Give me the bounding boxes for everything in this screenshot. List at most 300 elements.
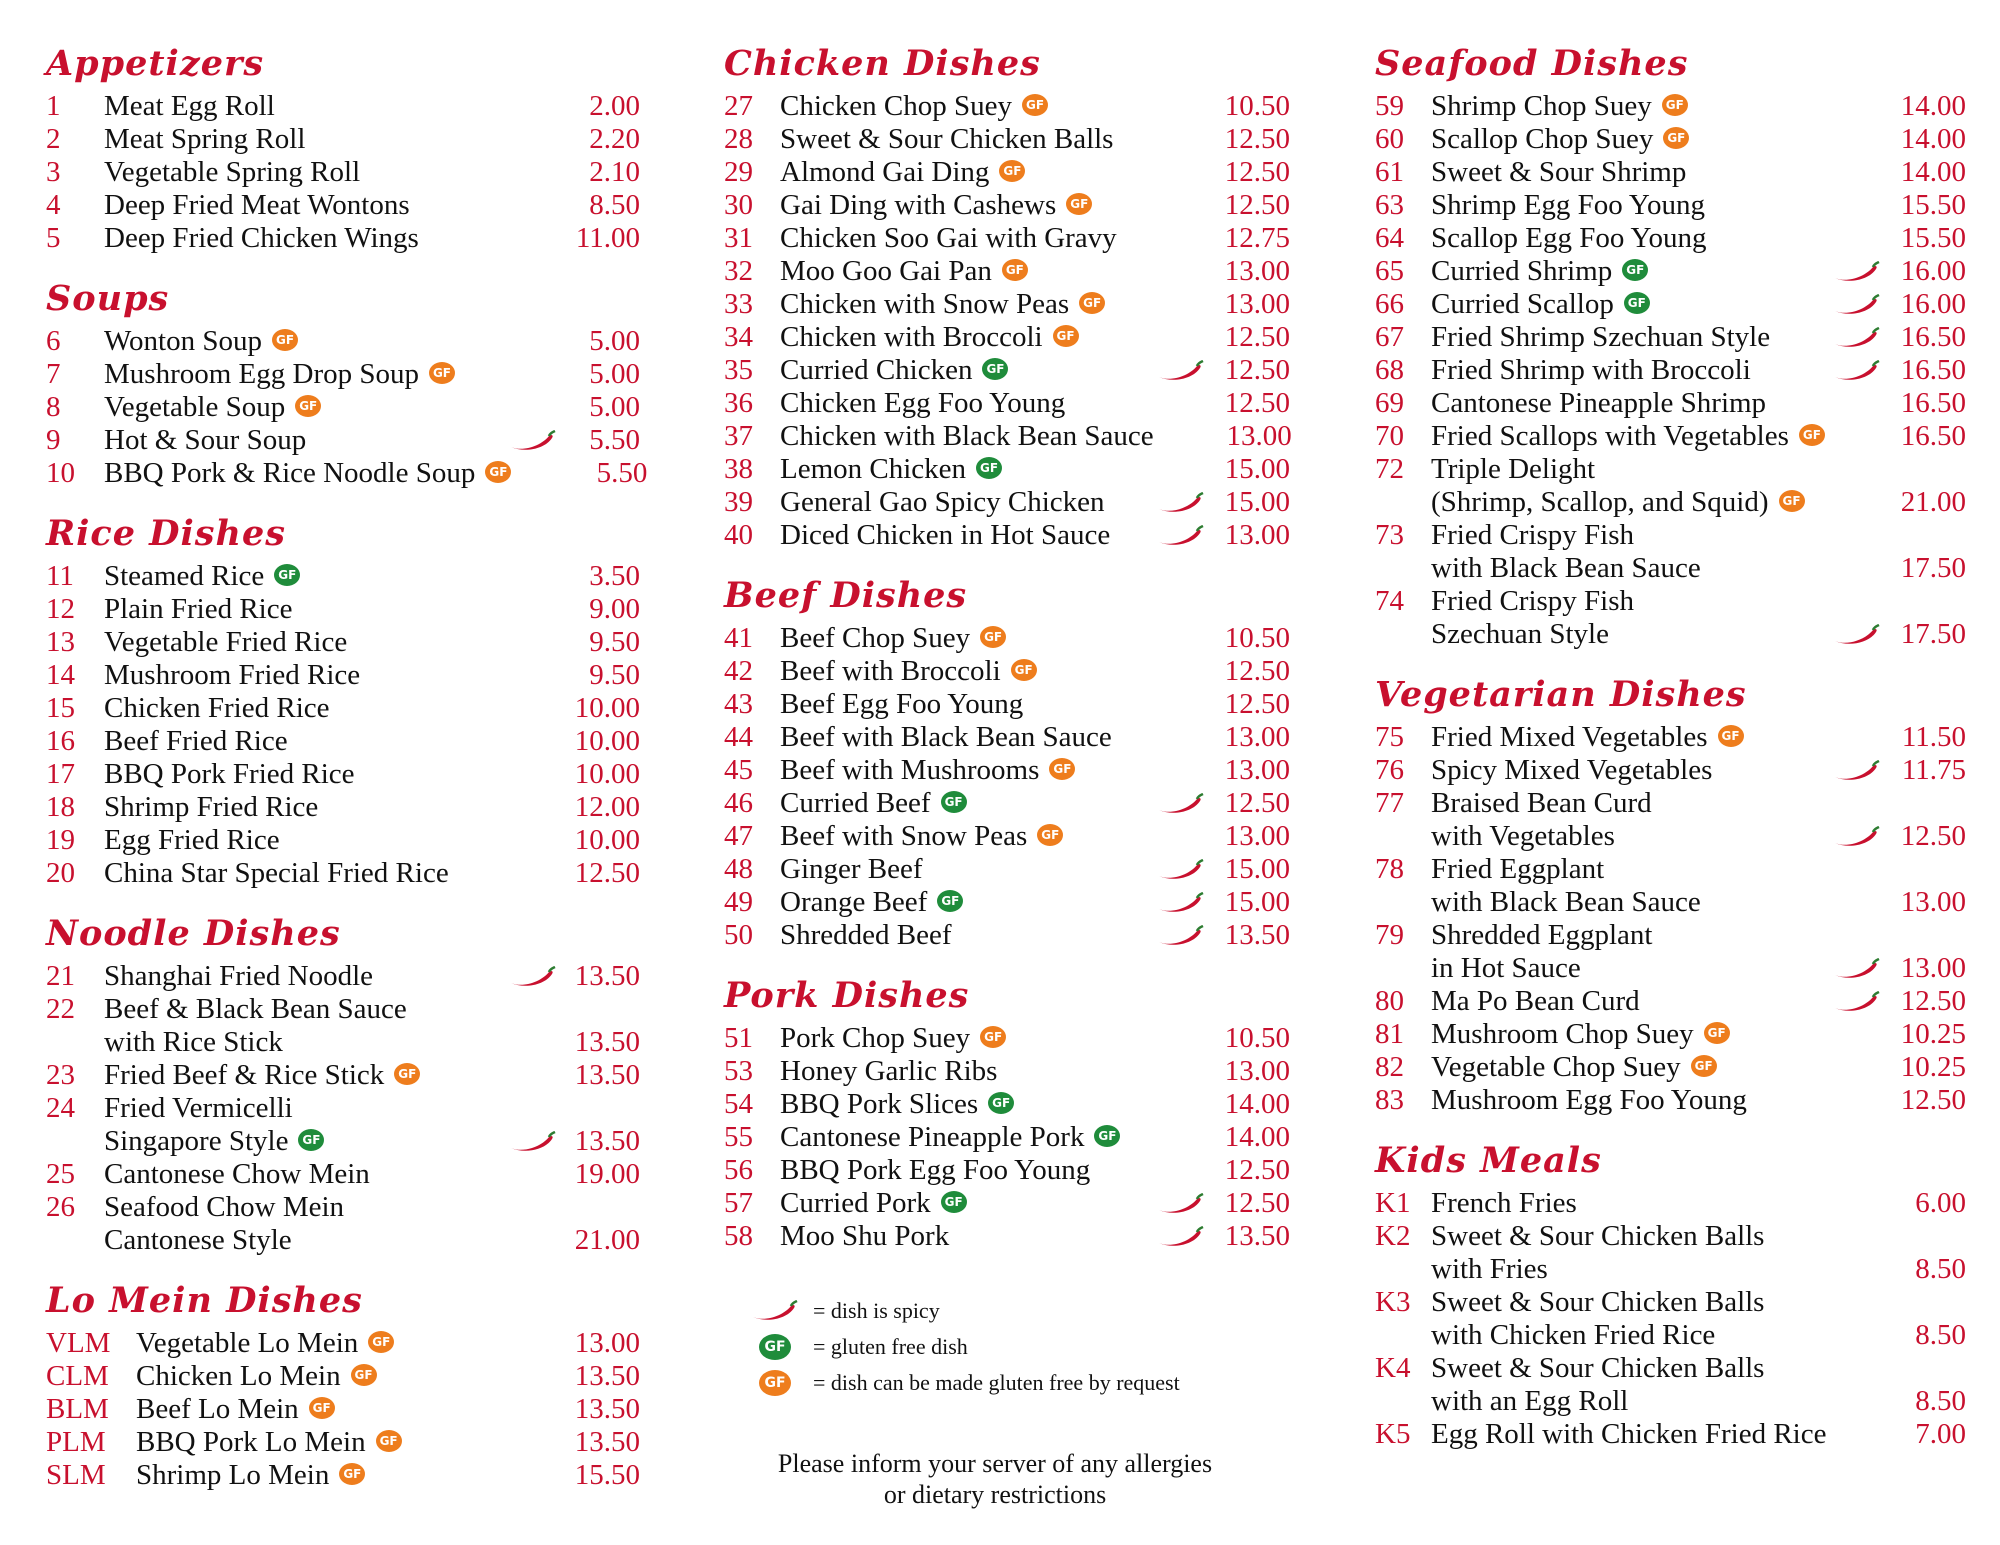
item-name-text: Chicken Fried Rice [104,692,330,724]
item-number: PLM [46,1426,106,1458]
item-price-group [1828,985,1966,1018]
section-seafood-dishes [1375,40,1966,651]
chili-slot-empty [504,824,562,857]
item-price-group [504,1459,640,1492]
chili-slot-empty [1828,123,1886,156]
section-chicken-dishes [724,40,1290,552]
menu-item [46,123,640,156]
item-name-line [780,721,1152,754]
chili-slot-empty [1152,90,1210,123]
item-name-line [1431,585,1828,618]
item-price-group [1828,123,1966,156]
item-price-group [504,156,640,189]
item-number: 78 [1375,853,1404,885]
chili-slot-empty [1828,90,1886,123]
item-name [1431,519,1828,585]
section-title: Vegetarian Dishes [1375,674,1747,715]
menu-item [724,1055,1290,1088]
item-number: K5 [1375,1418,1411,1450]
item-name-line [780,919,1152,952]
gluten-free-request-badge-icon: GF [759,1370,791,1396]
item-name-line [780,288,1152,321]
item-price-group [1152,853,1290,886]
item-name-line [1431,787,1828,820]
gluten-free-badge-icon: GF [941,1191,967,1213]
item-price: 15.00 [1224,853,1290,885]
item-name [780,1187,1152,1220]
menu-item [1375,189,1966,222]
item-price: 2.10 [589,156,640,188]
item-number: 79 [1375,919,1404,951]
item-price-group [1152,156,1290,189]
item-name [1431,189,1828,222]
chili-pepper-icon [504,960,562,993]
item-price-group [504,189,640,222]
item-name-text: Beef with Black Bean Sauce [780,721,1112,753]
menu-item [1375,321,1966,354]
item-price: 8.50 [1915,1253,1966,1285]
item-price-group [1152,288,1290,321]
item-price: 21.00 [1900,486,1966,518]
item-name [1431,853,1828,919]
item-name [104,189,504,222]
item-name-line [104,993,504,1026]
menu-item [724,886,1290,919]
chili-slot-empty [504,857,562,890]
item-name-line [780,1088,1152,1121]
item-name-text: Beef with Snow Peas [780,820,1028,852]
item-price-group [1152,1187,1290,1220]
menu-item [46,993,640,1059]
item-name-text: Beef Chop Suey [780,622,971,654]
item-price-group [1828,919,1966,985]
item-name [104,1191,504,1257]
item-price: 6.00 [1915,1187,1966,1219]
item-name-line [1431,387,1828,420]
item-name [136,1327,504,1360]
item-number: 22 [46,993,75,1025]
menu-item [724,853,1290,886]
item-name-text: Triple Delight [1431,453,1596,485]
item-name [780,1022,1152,1055]
menu-item [1375,1418,1966,1451]
item-number: 33 [724,288,753,320]
item-name-text: BBQ Pork Slices [780,1088,979,1120]
item-name-text: Cantonese Pineapple Shrimp [1431,387,1767,419]
item-name-text: Egg Fried Rice [104,824,280,856]
menu-item [1375,787,1966,853]
item-price-group [1828,1187,1966,1220]
gluten-free-request-badge-icon: GF [1799,424,1825,446]
chili-slot-empty [504,560,562,593]
item-name-text: Beef Egg Foo Young [780,688,1024,720]
menu-item [724,1088,1290,1121]
item-price: 13.00 [1224,519,1290,551]
item-name [104,857,504,890]
item-name-text: Beef with Mushrooms [780,754,1040,786]
item-number: 54 [724,1088,753,1120]
chili-slot-empty [1152,688,1210,721]
item-name-line [780,354,1152,387]
item-name-line [1431,1018,1828,1051]
item-price: 10.00 [574,725,640,757]
item-price-group [1152,255,1290,288]
item-price-group [504,960,640,993]
item-name [780,1121,1152,1154]
item-name [104,90,504,123]
item-name-text: Plain Fried Rice [104,593,293,625]
item-number: 29 [724,156,753,188]
chili-pepper-icon [1152,519,1210,552]
chili-slot-empty [1152,321,1210,354]
item-name [780,288,1152,321]
item-price-group [1152,820,1290,853]
item-name [780,387,1152,420]
item-name-line [136,1327,504,1360]
item-name-line [1431,1253,1828,1286]
chili-slot-empty [1152,1154,1210,1187]
item-number: 17 [46,758,75,790]
item-price-group [504,1393,640,1426]
gluten-free-request-badge-icon: GF [1779,490,1805,512]
item-number: 40 [724,519,753,551]
item-name [780,721,1152,754]
item-name-text: BBQ Pork & Rice Noodle Soup [104,457,476,489]
item-name-text: Shrimp Lo Mein [136,1459,330,1491]
menu-column-left [46,40,648,1512]
chili-pepper-icon [1152,787,1210,820]
item-price: 13.00 [574,1327,640,1359]
menu-item [724,622,1290,655]
item-price-group [1828,519,1966,585]
item-price-group [504,123,640,156]
item-price-group [504,659,640,692]
item-name-line [780,1121,1152,1154]
item-number: 41 [724,622,753,654]
item-name-line [780,255,1152,288]
item-number: 69 [1375,387,1404,419]
item-name [104,1158,504,1191]
item-price-group [1152,787,1290,820]
item-name-text: with Fries [1431,1253,1548,1285]
item-number: VLM [46,1327,111,1359]
gluten-free-request-badge-icon: GF [980,1026,1006,1048]
item-price-group [1828,754,1966,787]
item-name-line [780,321,1152,354]
item-price: 14.00 [1900,123,1966,155]
menu-item [46,90,640,123]
item-name-line [104,1092,504,1125]
item-name-line [104,1059,504,1092]
item-name-text: Cantonese Style [104,1224,292,1256]
item-name [136,1360,504,1393]
item-name-line [780,453,1152,486]
item-name-text: BBQ Pork Fried Rice [104,758,355,790]
item-name [104,391,504,424]
item-name-line [1431,1319,1828,1352]
menu-item [46,1191,640,1257]
item-number: 11 [46,560,74,592]
gluten-free-request-badge-icon: GF [351,1364,377,1386]
item-number: 9 [46,424,61,456]
item-name-text: Braised Bean Curd [1431,787,1652,819]
chili-slot-empty [504,222,562,255]
item-name-text: Spicy Mixed Vegetables [1431,754,1713,786]
item-price-group [1152,453,1290,486]
item-price-group [1152,1055,1290,1088]
chili-slot-empty [1828,420,1886,453]
item-number: 47 [724,820,753,852]
chili-pepper-icon [1152,853,1210,886]
item-name [104,358,504,391]
item-name [1431,222,1828,255]
menu-item [724,688,1290,721]
item-number: 20 [46,857,75,889]
gluten-free-request-badge-icon: GF [1049,758,1075,780]
item-name-text: with Rice Stick [104,1026,283,1058]
gluten-free-request-badge-icon: GF [295,395,321,417]
item-name [1431,288,1828,321]
chili-slot-empty [504,791,562,824]
menu-item [46,1393,640,1426]
item-name-line [780,820,1152,853]
allergy-notice [735,1448,1255,1510]
item-name [780,1220,1152,1253]
item-number: 72 [1375,453,1404,485]
item-price: 12.00 [574,791,640,823]
item-price-group [1828,1418,1966,1451]
item-name [104,791,504,824]
menu-item [46,222,640,255]
item-price-group [1152,387,1290,420]
item-price-group [504,857,640,890]
item-name [104,156,504,189]
item-price: 5.00 [589,358,640,390]
item-number: 46 [724,787,753,819]
item-number: 58 [724,1220,753,1252]
menu-item [46,1092,640,1158]
item-name [104,593,504,626]
chili-pepper-icon [1152,1187,1210,1220]
chili-slot-empty [1828,189,1886,222]
chili-slot-empty [504,325,562,358]
item-name-line [1431,886,1828,919]
item-name-line [1431,1220,1828,1253]
item-name-text: Beef & Black Bean Sauce [104,993,407,1025]
legend-spicy [747,1293,1180,1329]
section-noodle-dishes [46,910,640,1257]
item-price: 9.50 [589,659,640,691]
section-lo-mein-dishes [46,1277,640,1492]
chili-pepper-icon [1828,952,1886,985]
item-price: 15.50 [1900,189,1966,221]
chili-slot-empty [504,358,562,391]
item-name-text: Sweet & Sour Chicken Balls [780,123,1114,155]
chili-pepper-icon [504,1125,562,1158]
menu-item [1375,721,1966,754]
item-name-line [104,189,504,222]
item-name-line [1431,820,1828,853]
item-price: 13.50 [574,1026,640,1058]
item-price: 13.50 [574,1059,640,1091]
item-name-text: Moo Shu Pork [780,1220,950,1252]
chili-slot-empty [1152,754,1210,787]
chili-pepper-icon [1828,820,1886,853]
chili-slot-empty [1152,1121,1210,1154]
item-name-text: Mushroom Egg Drop Soup [104,358,419,390]
item-name [780,919,1152,952]
item-price-group [1828,189,1966,222]
chili-pepper-icon [1828,354,1886,387]
menu-item [46,457,648,490]
chili-slot-empty [504,626,562,659]
item-price: 9.00 [589,593,640,625]
item-name [104,325,504,358]
section-vegetarian-dishes [1375,671,1966,1117]
item-number: 34 [724,321,753,353]
item-price-group [1154,420,1292,453]
item-price-group [1828,255,1966,288]
item-number: 30 [724,189,753,221]
chili-slot-empty [504,123,562,156]
item-name [136,1459,504,1492]
item-price: 13.00 [1224,721,1290,753]
menu-item [724,420,1290,453]
item-price-group [1828,1084,1966,1117]
item-number: 21 [46,960,75,992]
item-name-line [1431,919,1828,952]
item-price: 10.25 [1900,1051,1966,1083]
item-name [104,993,504,1059]
chili-slot-empty [1152,1088,1210,1121]
item-name-line [1431,1418,1828,1451]
item-number: 44 [724,721,753,753]
item-price: 12.50 [1224,1154,1290,1186]
item-name-line [1431,952,1828,985]
item-number: 26 [46,1191,75,1223]
chili-slot-empty [1152,222,1210,255]
menu-item [46,1059,640,1092]
item-name [780,655,1152,688]
menu-item [724,189,1290,222]
item-number: 56 [724,1154,753,1186]
item-name-line [104,758,504,791]
item-name [1431,156,1828,189]
item-number: 16 [46,725,75,757]
item-name-line [780,1154,1152,1187]
item-name [104,1092,504,1158]
item-name-line [1431,453,1828,486]
item-price-group [1828,1018,1966,1051]
item-name-text: Gai Ding with Cashews [780,189,1057,221]
item-price-group [1152,886,1290,919]
item-name-text: Shrimp Egg Foo Young [1431,189,1705,221]
legend-gluten-free-request-text: = dish can be made gluten free by request [813,1370,1180,1395]
section-title: Kids Meals [1375,1140,1602,1181]
item-name-text: Sweet & Sour Chicken Balls [1431,1286,1765,1318]
chili-slot-empty [1152,1055,1210,1088]
item-number: 81 [1375,1018,1404,1050]
item-name-line [104,1224,504,1257]
chili-slot-empty [504,1459,562,1492]
item-name-line [780,123,1152,156]
menu-item [46,857,640,890]
gluten-free-request-badge-icon: GF [485,461,511,483]
item-price: 16.00 [1900,255,1966,287]
item-price-group [1152,688,1290,721]
menu-item [46,824,640,857]
item-number: 19 [46,824,75,856]
item-price: 12.50 [1224,688,1290,720]
gluten-free-badge-icon: GF [976,457,1002,479]
item-number: 23 [46,1059,75,1091]
gluten-free-request-badge-icon: GF [1037,824,1063,846]
chili-pepper-icon [1828,754,1886,787]
chili-slot-empty [504,1360,562,1393]
chili-pepper-icon [1828,288,1886,321]
gluten-free-request-badge-icon: GF [999,160,1025,182]
item-number: 51 [724,1022,753,1054]
item-number: BLM [46,1393,109,1425]
gluten-free-request-badge-icon: GF [429,362,455,384]
chili-slot-empty [1828,1084,1886,1117]
item-name-text: Diced Chicken in Hot Sauce [780,519,1111,551]
item-name-text: Mushroom Fried Rice [104,659,361,691]
item-number: 76 [1375,754,1404,786]
item-price: 10.50 [1224,622,1290,654]
item-name-text: General Gao Spicy Chicken [780,486,1105,518]
chili-slot-empty [511,457,569,490]
gluten-free-request-badge-icon: GF [1066,193,1092,215]
menu-item [724,754,1290,787]
menu-item [1375,288,1966,321]
item-price-group [1152,123,1290,156]
item-price-group [1152,754,1290,787]
section-title: Lo Mein Dishes [46,1280,363,1321]
menu-item [1375,123,1966,156]
item-name [1431,420,1828,453]
item-name-text: Singapore Style [104,1125,289,1157]
gluten-free-badge-icon: GF [982,358,1008,380]
item-name [1431,1286,1828,1352]
gluten-free-request-badge-icon: GF [1079,292,1105,314]
item-name-line [136,1360,504,1393]
menu-item [724,90,1290,123]
item-price: 14.00 [1224,1088,1290,1120]
menu-item [724,288,1290,321]
item-number: 80 [1375,985,1404,1017]
chili-slot-empty [504,1426,562,1459]
item-price-group [1828,721,1966,754]
legend-gluten-free-text: = gluten free dish [813,1334,968,1359]
item-name [1431,1084,1828,1117]
item-name-line [104,156,504,189]
item-number: 74 [1375,585,1404,617]
item-name [104,692,504,725]
menu-item [1375,222,1966,255]
gluten-free-badge-icon: GF [759,1334,791,1360]
item-name-text: Orange Beef [780,886,928,918]
item-name-text: Deep Fried Meat Wontons [104,189,410,221]
chili-slot-empty [504,1026,562,1059]
item-number: 66 [1375,288,1404,320]
item-price-group [1152,486,1290,519]
item-price: 13.50 [1224,919,1290,951]
menu-item [724,1154,1290,1187]
item-name [1431,1051,1828,1084]
item-price: 12.50 [1900,985,1966,1017]
item-price-group [511,457,647,490]
